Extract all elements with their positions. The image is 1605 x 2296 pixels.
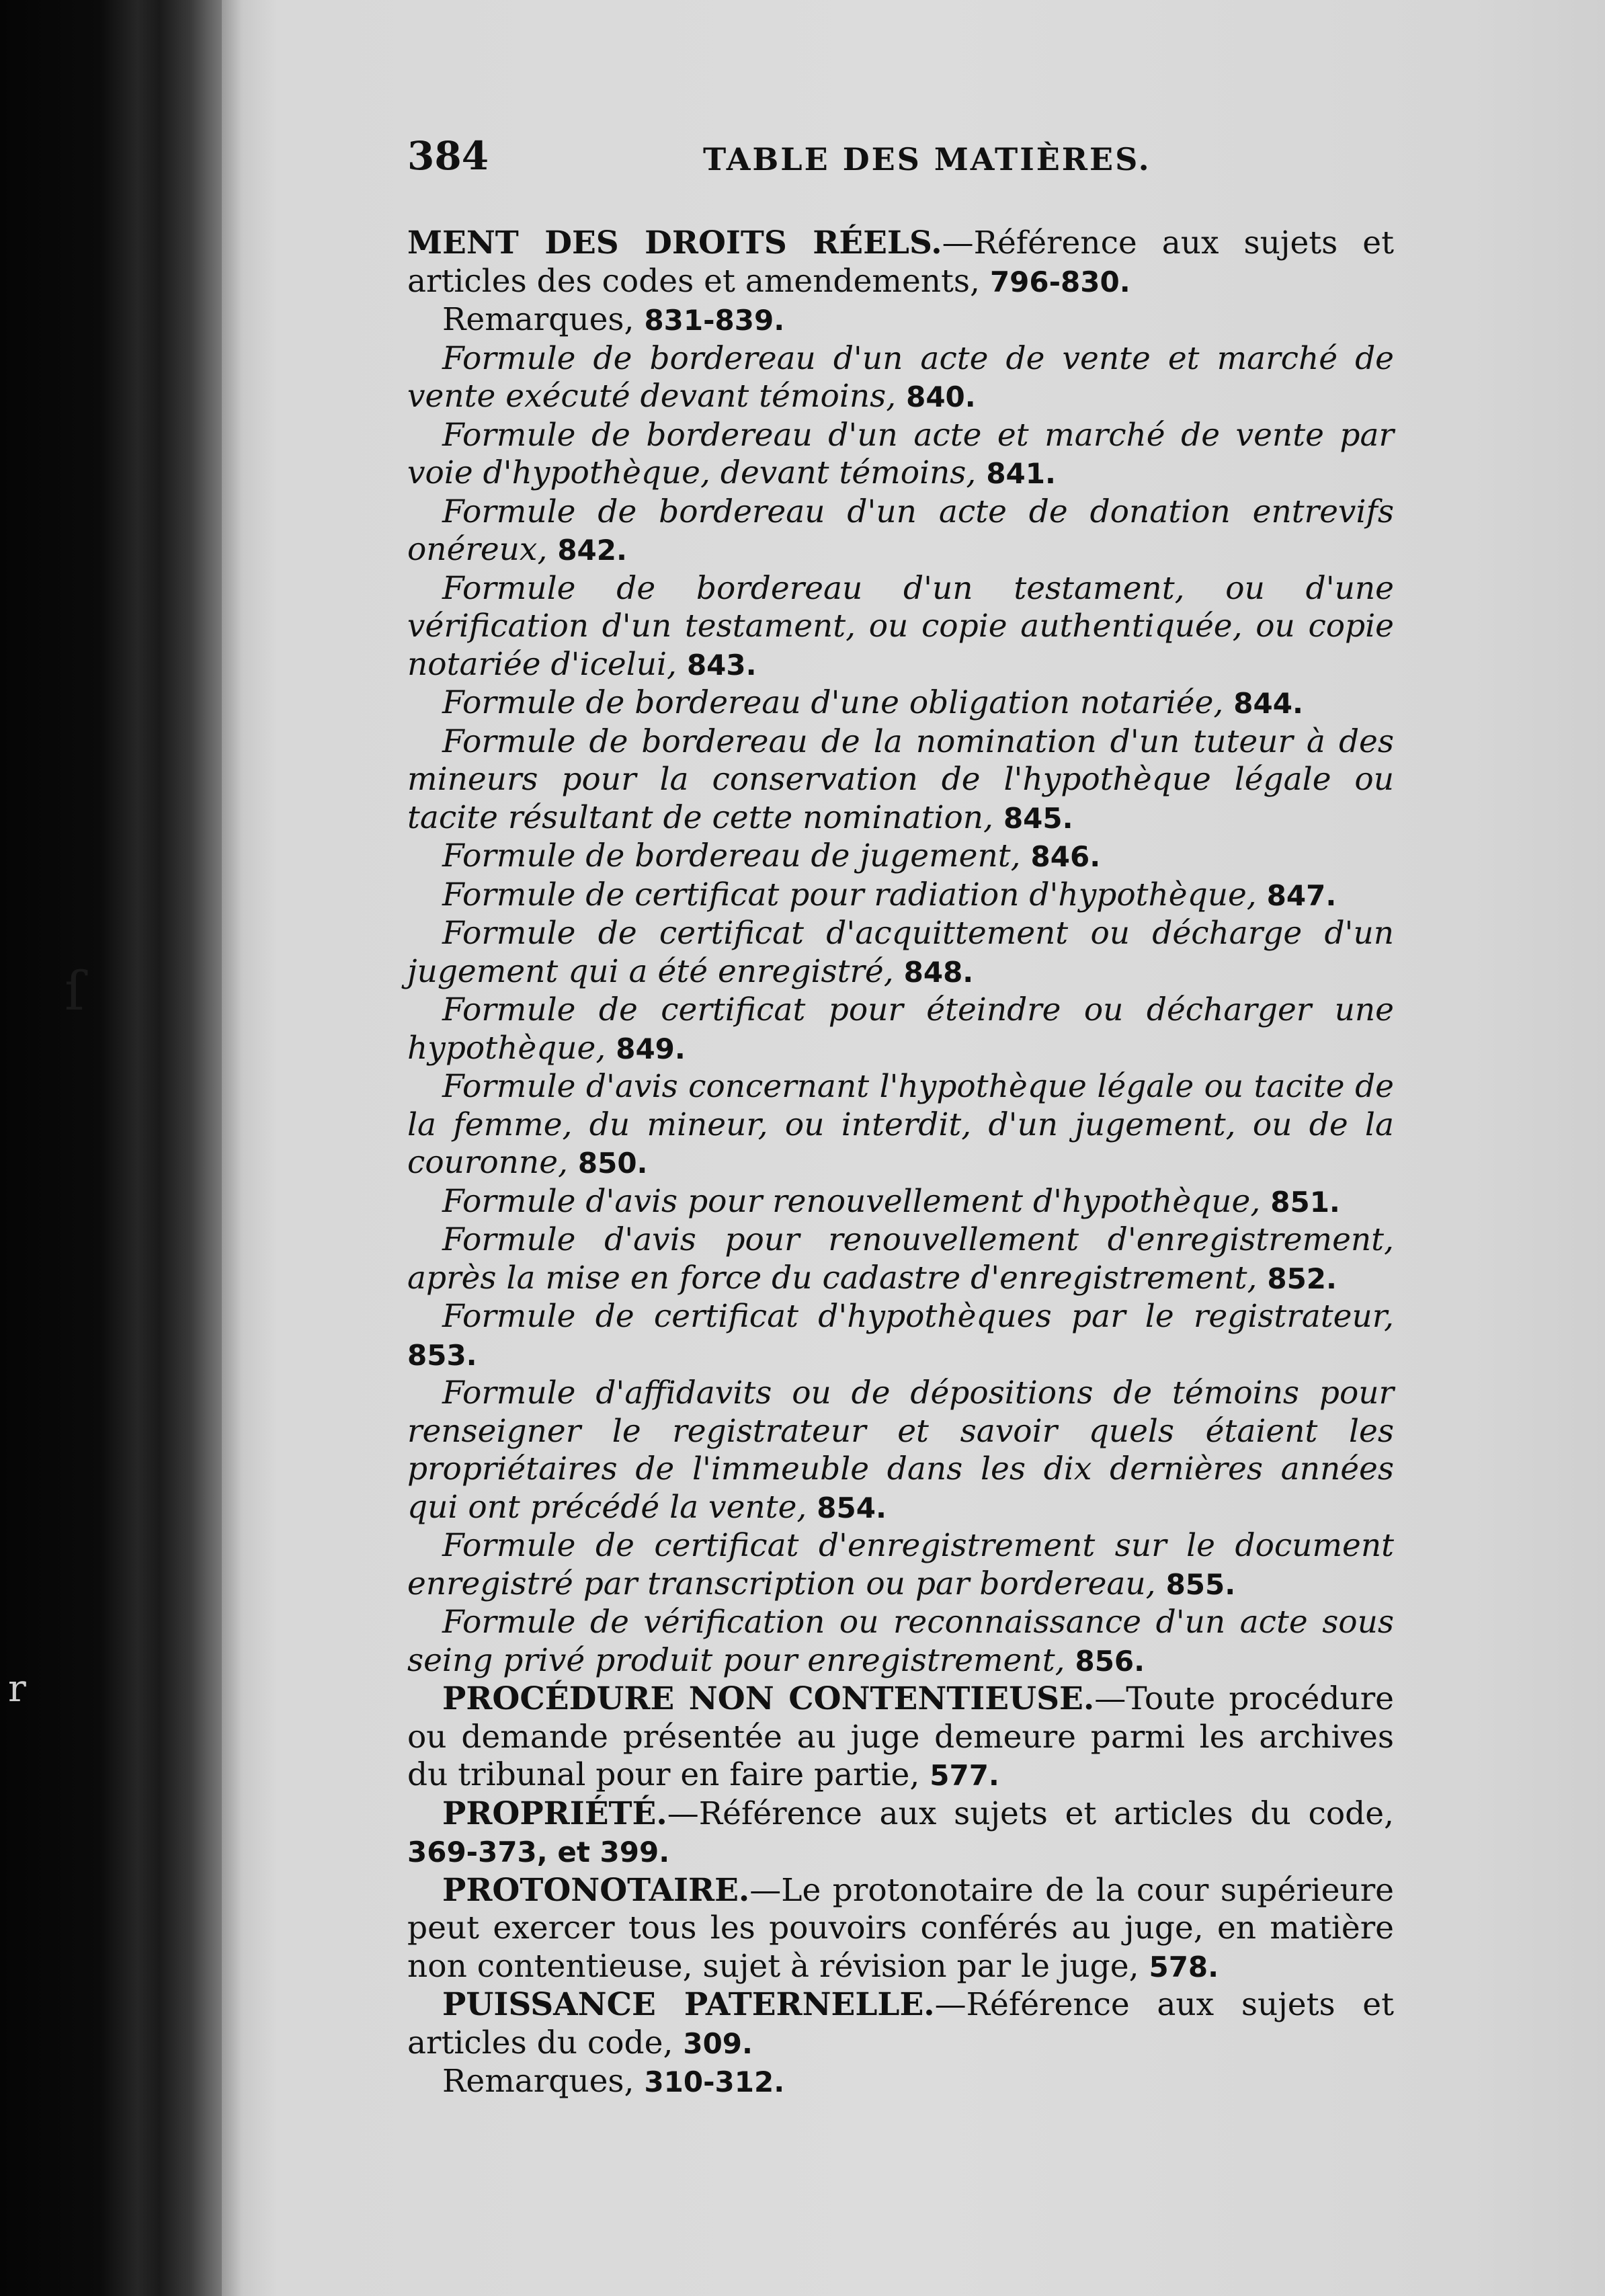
entry-reference: 844. xyxy=(1233,687,1303,720)
entry-reference: 840. xyxy=(906,380,976,413)
entry-reference: 851. xyxy=(1270,1185,1340,1219)
entry-text: Remarques, xyxy=(442,2063,645,2100)
entry-heading: PUISSANCE PATERNELLE. xyxy=(442,1986,935,2023)
index-entry xyxy=(407,723,1394,838)
entry-text: Formule de certificat pour radiation d'hypothèque, xyxy=(442,876,1267,913)
entry-text: Formule de bordereau d'un acte de vente et marché de vente exécuté devant témoins, xyxy=(407,339,1394,415)
page-content xyxy=(407,133,1394,2102)
entry-text: —Toute procédure ou demande présentée au juge demeure parmi les archives du tribunal pour en faire partie, xyxy=(407,1680,1394,1793)
index-entry xyxy=(407,1183,1394,1222)
entry-text: Formule de bordereau d'une obligation notariée, xyxy=(442,684,1234,721)
index-entry xyxy=(407,1680,1394,1795)
index-entry xyxy=(407,417,1394,493)
entry-text: Formule de bordereau de jugement, xyxy=(442,837,1031,874)
scan-binding-edge xyxy=(0,0,222,2296)
index-entry xyxy=(407,493,1394,570)
margin-mark: r xyxy=(8,1667,26,1711)
entry-text: Formule de certificat d'hypothèques par le registrateur, xyxy=(442,1298,1394,1335)
index-entry xyxy=(407,915,1394,991)
entry-reference: 369-373, et 399. xyxy=(407,1836,670,1869)
entry-heading: PROPRIÉTÉ. xyxy=(442,1795,667,1832)
entry-reference: 841. xyxy=(986,457,1056,490)
entry-reference: 842. xyxy=(557,534,627,567)
entry-text: Formule d'affidavits ou de dépositions de témoins pour renseigner le registrateur et savoir quels étaient les propriétaires de l'immeuble dans les dix dernières années qui ont précédé la vente, xyxy=(407,1375,1394,1526)
entry-reference: 845. xyxy=(1003,801,1073,835)
index-entry xyxy=(407,1298,1394,1375)
entry-text: Formule de bordereau d'un acte et marché de vente par voie d'hypothèque, devant témoins, xyxy=(407,416,1394,491)
entry-reference: 577. xyxy=(930,1759,999,1792)
entry-text: Formule de bordereau de la nomination d'un tuteur à des mineurs pour la conservation de l'hypothèque légale ou tacite résultant de cette nomination, xyxy=(407,723,1394,836)
entry-reference: 843. xyxy=(686,648,757,682)
entry-heading: MENT DES DROITS RÉELS. xyxy=(407,224,942,261)
entry-text: Formule de vérification ou reconnaissance d'un acte sous seing privé produit pour enregistrement, xyxy=(407,1604,1394,1679)
index-entry xyxy=(407,837,1394,876)
entry-reference: 796-830. xyxy=(989,265,1130,298)
entry-reference: 310-312. xyxy=(644,2065,785,2098)
entry-reference: 309. xyxy=(683,2026,753,2060)
index-entry xyxy=(407,1375,1394,1527)
entry-reference: 846. xyxy=(1030,840,1101,873)
index-entry xyxy=(407,224,1394,301)
entry-heading: PROCÉDURE NON CONTENTIEUSE. xyxy=(442,1680,1095,1717)
running-head xyxy=(407,133,1394,194)
entry-reference: 852. xyxy=(1267,1262,1337,1295)
entry-text: —Le protonotaire de la cour supérieure peut exercer tous les pouvoirs conférés au juge, en matière non contentieuse, sujet à révision par le juge, xyxy=(407,1871,1394,1985)
index-entry xyxy=(407,340,1394,417)
entry-reference: 855. xyxy=(1165,1567,1236,1601)
index-entry xyxy=(407,570,1394,685)
entry-text: Formule d'avis concernant l'hypothèque légale ou tacite de la femme, du mineur, ou interdit, d'un jugement, ou de la couronne, xyxy=(407,1068,1394,1181)
index-entry xyxy=(407,1604,1394,1680)
entry-heading: PROTONOTAIRE. xyxy=(442,1871,750,1909)
index-entry xyxy=(407,684,1394,723)
entry-reference: 856. xyxy=(1075,1644,1145,1678)
entry-text: Formule de bordereau d'un testament, ou d'une vérification d'un testament, ou copie authentiquée, ou copie notariée d'icelui, xyxy=(407,569,1394,683)
entry-text: Formule de bordereau d'un acte de donation entrevifs onéreux, xyxy=(407,493,1394,568)
entry-reference: 850. xyxy=(577,1147,648,1180)
entry-reference: 854. xyxy=(817,1491,887,1524)
index-entry xyxy=(407,1527,1394,1604)
index-entry xyxy=(407,1872,1394,1987)
entry-text: Formule d'avis pour renouvellement d'enregistrement, après la mise en force du cadastre d'enregistrement, xyxy=(407,1221,1394,1297)
entry-reference: 848. xyxy=(903,955,974,989)
entry-reference: 578. xyxy=(1149,1950,1219,1983)
entry-text: —Référence aux sujets et articles des codes et amendements, xyxy=(407,224,1394,300)
index-entry xyxy=(407,876,1394,915)
page-number: 384 xyxy=(407,133,489,179)
entry-text: —Référence aux sujets et articles du code, xyxy=(667,1795,1394,1832)
index-entry xyxy=(407,1221,1394,1298)
entry-text: Formule d'avis pour renouvellement d'hypothèque, xyxy=(442,1182,1271,1220)
margin-mark: ſ xyxy=(65,960,85,1022)
entry-text: Remarques, xyxy=(442,301,645,338)
entry-text: —Référence aux sujets et articles du code, xyxy=(407,1986,1394,2061)
entry-reference: 831-839. xyxy=(644,304,785,337)
index-entry xyxy=(407,1795,1394,1872)
entry-text: Formule de certificat pour éteindre ou décharger une hypothèque, xyxy=(407,991,1394,1067)
running-title: TABLE DES MATIÈRES. xyxy=(703,141,1151,177)
index-entry xyxy=(407,301,1394,340)
index-entry xyxy=(407,1068,1394,1183)
entry-text: Formule de certificat d'enregistrement sur le document enregistré par transcription ou par bordereau, xyxy=(407,1527,1394,1602)
entry-reference: 849. xyxy=(616,1032,686,1065)
entry-reference: 853. xyxy=(407,1338,477,1372)
index-entry xyxy=(407,1986,1394,2063)
entry-text: Formule de certificat d'acquittement ou décharge d'un jugement qui a été enregistré, xyxy=(407,915,1394,990)
index-entry xyxy=(407,991,1394,1068)
index-entry xyxy=(407,2063,1394,2102)
entry-reference: 847. xyxy=(1266,878,1337,912)
